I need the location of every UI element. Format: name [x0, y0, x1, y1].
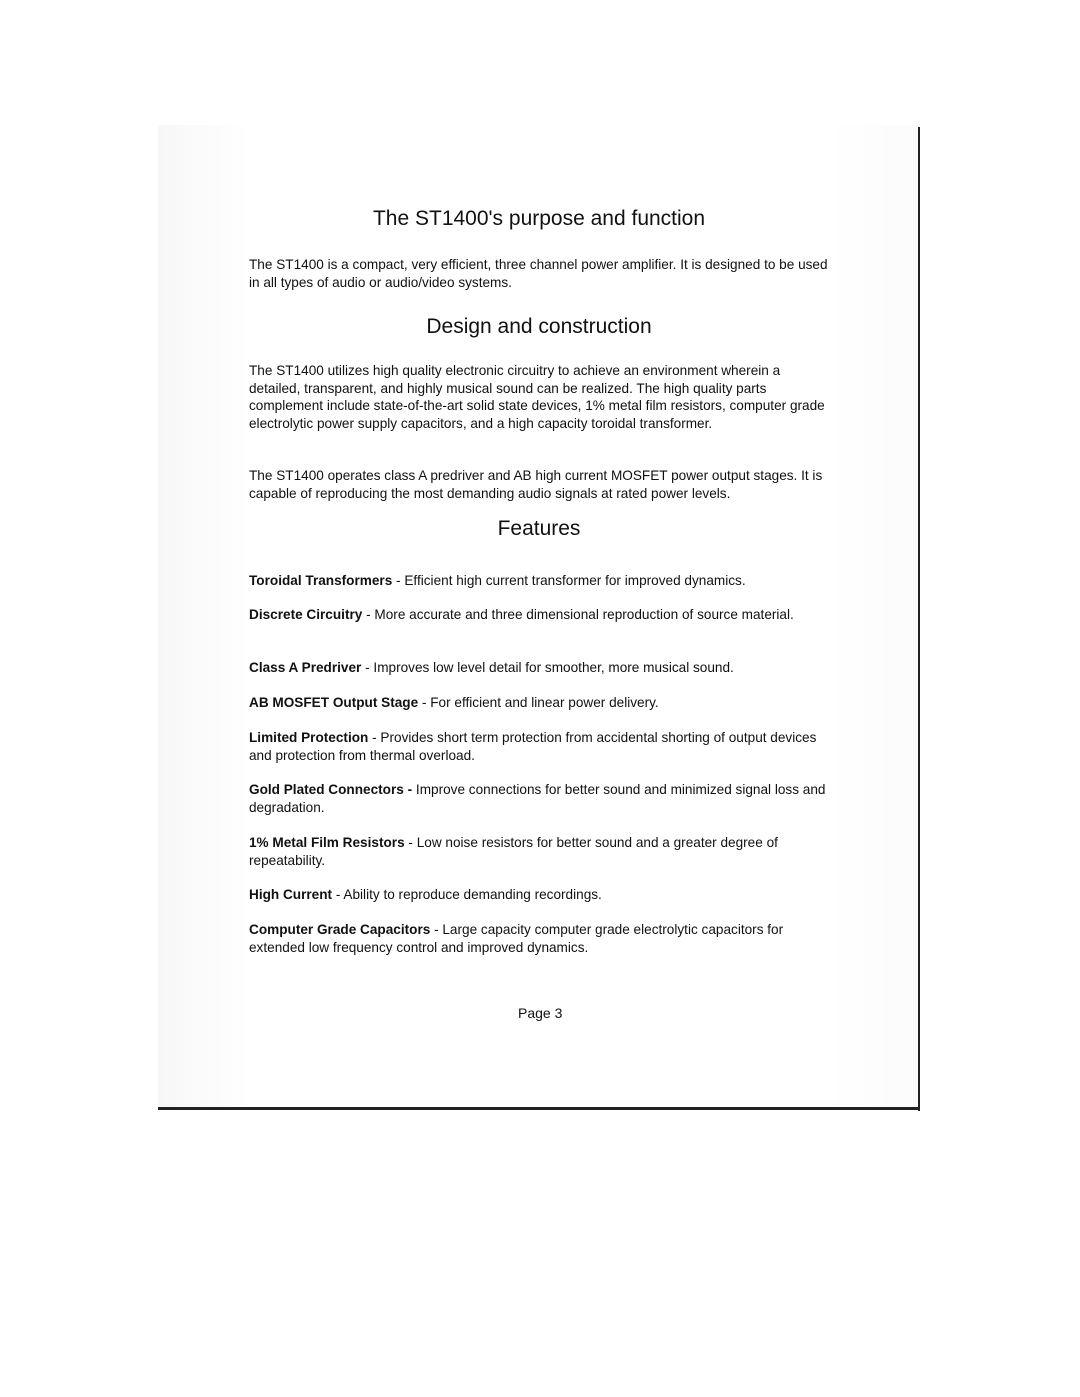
feature-title: Gold Plated Connectors - [249, 782, 413, 797]
feature-item [249, 886, 829, 904]
purpose-paragraph: The ST1400 is a compact, very efficient, three channel power amplifier. It is designed to be used in all types of audio or audio/video systems. [249, 257, 828, 290]
feature-item [249, 834, 829, 869]
feature-text: Improve connections for better sound and minimized signal loss and degradation. [249, 782, 826, 815]
feature-title: High Current [249, 887, 333, 902]
page-border-right [918, 127, 920, 1111]
feature-title: 1% Metal Film Resistors [249, 835, 405, 850]
feature-text: - For efficient and linear power delivery. [418, 695, 659, 710]
feature-item [249, 572, 829, 590]
feature-item [249, 606, 829, 624]
feature-text: - Large capacity computer grade electrolytic capacitors for extended low frequency control and improved dynamics. [249, 922, 784, 955]
feature-item [249, 729, 829, 764]
feature-item [249, 694, 829, 712]
feature-title: Class A Predriver [249, 660, 362, 675]
feature-title: AB MOSFET Output Stage [249, 695, 419, 710]
feature-item [249, 921, 829, 956]
feature-title: Discrete Circuitry [249, 607, 363, 622]
design-paragraph-1: The ST1400 utilizes high quality electronic circuitry to achieve an environment wherein a detailed, transparent, and highly musical sound can be realized. The high quality parts complement include state-of-the-art solid state devices, 1% metal film resistors, computer grade electrolytic power supply capacitors, and a high capacity toroidal transformer. [249, 363, 825, 431]
feature-text: - More accurate and three dimensional reproduction of source material. [362, 607, 794, 622]
purpose-heading: The ST1400's purpose and function [372, 207, 706, 230]
feature-item [249, 659, 829, 677]
feature-item [249, 781, 829, 816]
feature-title: Computer Grade Capacitors [249, 922, 431, 937]
page-border-bottom [158, 1107, 920, 1110]
feature-text: - Improves low level detail for smoother, more musical sound. [361, 660, 734, 675]
feature-text: - Ability to reproduce demanding recordings. [332, 887, 602, 902]
design-paragraph-2: The ST1400 operates class A predriver and AB high current MOSFET power output stages. It is capable of reproducing the most demanding audio signals at rated power levels. [249, 468, 823, 501]
feature-title: Limited Protection [249, 730, 369, 745]
design-heading: Design and construction [426, 315, 652, 338]
feature-title: Toroidal Transformers [249, 573, 393, 588]
feature-text: - Efficient high current transformer for improved dynamics. [392, 573, 746, 588]
features-heading: Features [497, 517, 581, 540]
feature-text: - Low noise resistors for better sound and a greater degree of repeatability. [249, 835, 778, 868]
feature-text: - Provides short term protection from accidental shorting of output devices and protection from thermal overload. [249, 730, 817, 763]
page-number: Page 3 [518, 1005, 563, 1021]
